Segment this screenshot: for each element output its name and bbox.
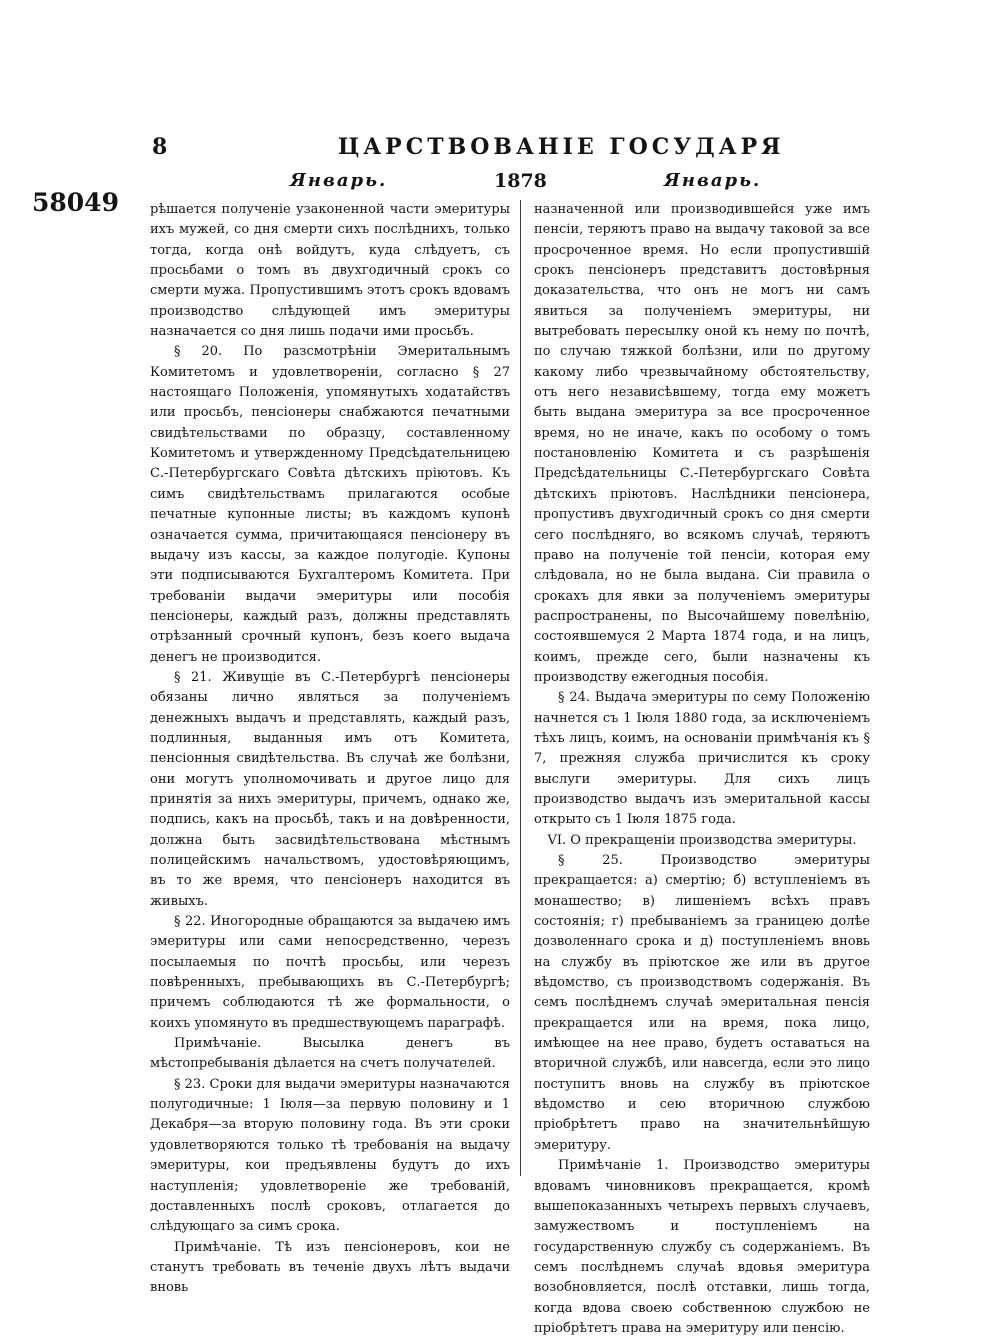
paragraph: § 24. Выдача эмеритуры по сему Положенію начнется съ 1 Іюля 1880 года, за исключеніемъ тѣхъ лицъ, коимъ, на основаніи примѣчанія къ § 7, прежняя служба причислится къ сроку выслуги эмеритуры. Для сихъ лицъ производство выдачъ изъ эмеритальной кассы открыто съ 1 Іюля 1875 года.	[534, 690, 870, 828]
note-paragraph: Примѣчаніе. Высылка денегъ въ мѣстопребыванія дѣлается на счетъ получателей.	[150, 1036, 510, 1072]
month-left: Январь.	[290, 170, 388, 191]
paragraph: § 23. Сроки для выдачи эмеритуры назначаются полугодичные: 1 Іюля—за первую половину и 1 Декабря—за вторую половину года. Въ эти сроки удовлетворяются только тѣ требованія на выдачу эмеритуры, кои предъявлены будутъ до ихъ наступленія; удовлетвореніе же требованій, доставленныхъ послѣ сроковъ, отлагается до слѣдующаго за симъ срока.	[150, 1076, 510, 1235]
page-number: 8	[152, 134, 168, 160]
law-number: 58049	[32, 188, 119, 217]
left-column	[150, 200, 510, 1299]
section-heading: VI. О прекращеніи производства эмеритуры.	[547, 832, 857, 848]
month-right: Январь.	[664, 170, 762, 191]
right-column	[534, 200, 870, 1339]
paragraph: назначенной или производившейся уже имъ пенсіи, теряютъ право на выдачу таковой за все просроченное время. Но если пропустившій срокъ пенсіонеръ представитъ достовѣрныя доказательства, что онъ не могъ ни самъ явиться за полученіемъ эмеритуры, ни вытребовать пересылку оной къ нему по почтѣ, по случаю тяжкой болѣзни, или по другому какому либо чрезвычайному обстоятельству, отъ него независѣвшему, тогда ему можетъ быть выдана эмеритура за все просроченное время, но не иначе, какъ по особому о томъ постановленію Комитета и съ разрѣшенія Предсѣдательницы С.-Петербургскаго Совѣта дѣтскихъ пріютовъ. Наслѣдники пенсіонера, пропустивъ двухгодичный срокъ со дня смерти сего послѣдняго, во всякомъ случаѣ, теряютъ право на полученіе той пенсіи, которая ему слѣдовала, но не была выдана. Сіи правила о срокахъ для явки за полученіемъ эмеритуры распространены, по Высочайшему повелѣнію, состоявшемуся 2 Марта 1874 года, и на лицъ, коимъ, прежде сего, были назначены къ производству ежегодныя пособія.	[534, 202, 870, 685]
paragraph: § 20. По разсмотрѣніи Эмеритальнымъ Комитетомъ и удовлетвореніи, согласно § 27 настоящаго Положенія, упомянутыхъ ходатайствъ или просьбъ, пенсіонеры снабжаются печатными свидѣтельствами по образцу, составленному Комитетомъ и утвержденному Предсѣдательницею С.-Петербургскаго Совѣта дѣтскихъ пріютовъ. Къ симъ свидѣтельствамъ прилагаются особые печатные купонные листы; въ каждомъ купонѣ означается сумма, причитающаяся пенсіонеру въ выдачу изъ кассы, за каждое полугодіе. Купоны эти подписываются Бухгалтеромъ Комитета. При требованіи выдачи эмеритуры или пособія пенсіонеры, каждый разъ, должны представлять отрѣзанный срочный купонъ, безъ коего выдача денегъ не производится.	[150, 344, 510, 665]
paragraph: § 21. Живущіе въ С.-Петербургѣ пенсіонеры обязаны лично являться за полученіемъ денежныхъ выдачъ и представлять, каждый разъ, подлинныя, выданныя имъ отъ Комитета, пенсіонныя свидѣтельства. Въ случаѣ же болѣзни, они могутъ уполномочивать и другое лицо для принятія за нихъ эмеритуры, причемъ, однако же, подпись, какъ на просьбѣ, такъ и на довѣренности, должна быть засвидѣтельствована мѣстнымъ полицейскимъ начальствомъ, удостовѣряющимъ, въ то же время, что пенсіонеръ находится въ живыхъ.	[150, 669, 510, 909]
paragraph: рѣшается полученіе узаконенной части эмеритуры ихъ мужей, со дня смерти сихъ послѣднихъ, только тогда, когда онѣ войдутъ, куда слѣдуетъ, съ просьбами о томъ въ двухгодичный срокъ со смерти мужа. Пропустившимъ этотъ срокъ вдовамъ производство слѣдующей имъ эмеритуры назначается со дня лишь подачи ими просьбъ.	[150, 202, 510, 340]
paragraph: § 22. Иногородные обращаются за выдачею имъ эмеритуры или сами непосредственно, черезъ посылаемыя по почтѣ просьбы, или черезъ повѣренныхъ, пребывающихъ въ С.-Петербургѣ; причемъ соблюдаются тѣ же формальности, о коихъ упомянуто въ предшествующемъ параграфѣ.	[150, 914, 510, 1031]
column-divider	[520, 200, 521, 1176]
note-paragraph: Примѣчаніе 1. Производство эмеритуры вдовамъ чиновниковъ прекращается, кромѣ вышепоказанныхъ четырехъ первыхъ случаевъ, замужествомъ и поступленіемъ на государственную службу съ содержаніемъ. Въ семъ послѣднемъ случаѣ вдовья эмеритура возобновляется, послѣ отставки, лишь тогда, когда вдова своею собственною службою не пріобрѣтетъ права на эмеритуру или пенсію.	[534, 1158, 870, 1336]
note-paragraph: Примѣчаніе. Тѣ изъ пенсіонеровъ, кои не станутъ требовать въ теченіе двухъ лѣтъ выдачи вновь	[150, 1239, 510, 1296]
running-title: ЦАРСТВОВАНІЕ ГОСУДАРЯ	[338, 134, 785, 160]
year: 1878	[494, 170, 547, 192]
paragraph: § 25. Производство эмеритуры прекращается: а) смертію; б) вступленіемъ въ монашество; в) лишеніемъ всѣхъ правъ состоянія; г) пребываніемъ за границею долѣе дозволеннаго срока и д) поступленіемъ вновь на службу въ пріютское же или въ другое вѣдомство, съ производствомъ содержанія. Въ семъ послѣднемъ случаѣ эмеритальная пенсія прекращается или на время, пока лицо, имѣющее на нее право, будетъ оставаться на вторичной службѣ, или навсегда, если это лицо поступитъ вновь на службу въ пріютское вѣдомство и сею вторичною службою пріобрѣтетъ право на значительнѣйшую эмеритуру.	[534, 853, 870, 1153]
